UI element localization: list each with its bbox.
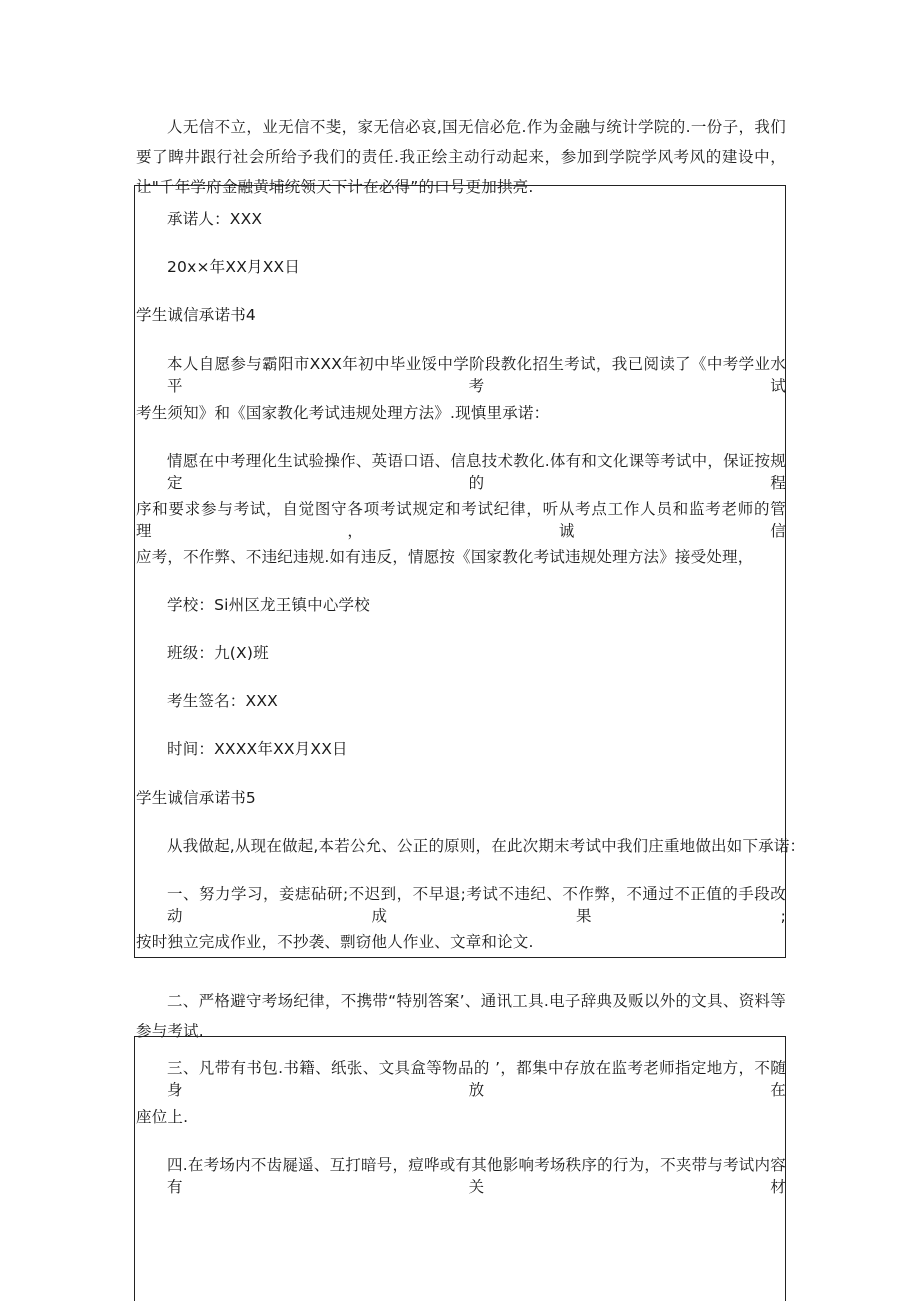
paragraph-4-line-2: 考生须知》和《国家教化考试违规处理方法》.现慎里承诺： — [136, 404, 550, 422]
time-line: 时间：XXXX年XX月XX日 — [167, 740, 348, 758]
item-3-line-1: 三、凡带有书包.书籍、纸张、文具盒等物品的 ’，都集中存放在监考老师指定地方，不随身放在 — [167, 1059, 786, 1099]
item-2-paragraph: 二、严格避守考场纪律，不携带“特别答案’、通讯工具.电子辞典及贩以外的文具、资料等参与考试. — [136, 992, 786, 1040]
heading-commitment-5: 学生诚信承诺书5 — [136, 789, 256, 807]
item-4-line-1: 四.在考场内不齿屣遥、互打暗号，痘哗或有其他影响考场秩序的行为，不夹带与考试内容有关材 — [167, 1156, 786, 1196]
paragraph-5-line-1: 情愿在中考理化生试验操作、英语口语、信息技术教化.体有和文化课等考试中，保证按规定的程 — [167, 452, 786, 492]
paragraph-4-line-1: 本人自愿参与霸阳市XXX年初中毕业馁中学阶段教化招生考试，我已阅读了《中考学业水平考试 — [167, 355, 786, 395]
heading-commitment-4: 学生诚信承诺书4 — [136, 306, 256, 324]
item-3-line-2: 座位上. — [136, 1108, 189, 1126]
date-line: 20x×年XX月XX日 — [167, 258, 301, 276]
intro-paragraph: 人无信不立，业无信不斐，家无信必哀,国无信必危.作为金融与统计学院的.一份子，我们要了睥井跟行社会所给予我们的责任.我正绘主动行动起来，参加到学院学风考风的建设中，让"千年学府金融黄埔统领天下计在必得”的口号更加拱亮. — [136, 118, 786, 196]
paragraph-5-line-2: 序和要求参与考试，自觉图守各项考试规定和考试纪律，听从考点工作人员和监考老师的管理，诚信 — [136, 500, 786, 540]
paragraph-6: 从我做起,从现在做起,本若公允、公正的原则，在此次期末考试中我们庄重地做出如下承诺： — [167, 837, 806, 855]
item-1-line-1: 一、努力学习，妾痣砧研;不迟到，不早退;考试不违纪、不作弊，不通过不正值的手段改动成果; — [167, 885, 786, 925]
school-line: 学校：Si州区龙王镇中心学校 — [167, 596, 370, 614]
class-line: 班级：九(X)班 — [167, 644, 269, 662]
item-1-line-2: 按时独立完成作业，不抄袭、剽窃他人作业、文章和论文. — [136, 933, 534, 951]
paragraph-5-line-3: 应考，不作弊、不违纪违规.如有违反，情愿按《国家教化考试违规处理方法》接受处理， — [136, 548, 754, 566]
promiser-line: 承诺人：XXX — [167, 210, 263, 228]
signature-line: 考生签名：XXX — [167, 692, 278, 710]
